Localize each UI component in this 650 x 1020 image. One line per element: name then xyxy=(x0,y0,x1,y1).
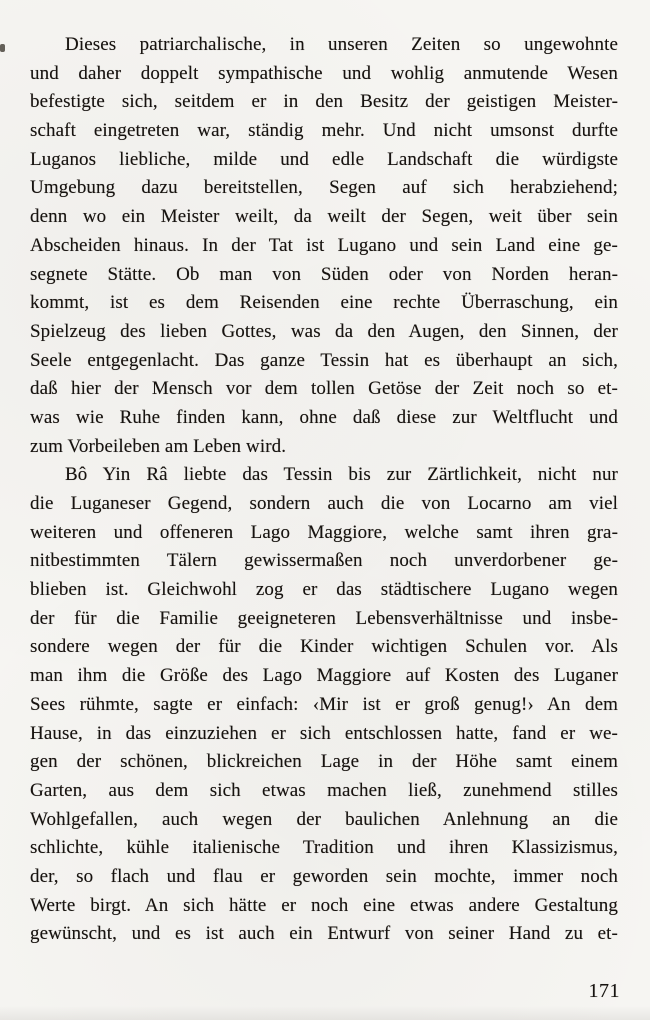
text-line: Luganos liebliche, milde und edle Landschaft die würdigste xyxy=(30,148,618,170)
text-line: kommt, ist es dem Reisenden eine rechte Überraschung, ein xyxy=(30,292,618,314)
text-line: befestigte sich, seitdem er in den Besitz der geistigen Meister- xyxy=(30,91,618,113)
text-line: Spielzeug des lieben Gottes, was da den Augen, den Sinnen, der xyxy=(30,320,618,342)
text-line: weiteren und offeneren Lago Maggiore, welche samt ihren gra- xyxy=(30,521,618,543)
text-line: Garten, aus dem sich etwas machen ließ, zunehmend stilles xyxy=(30,779,618,801)
text-line: Seele entgegenlacht. Das ganze Tessin hat es überhaupt an sich, xyxy=(30,349,618,371)
text-line: denn wo ein Meister weilt, da weilt der Segen, weit über sein xyxy=(30,206,618,228)
text-line: zum Vorbeileben am Leben wird. xyxy=(30,435,287,457)
text-line: der, so flach und flau er geworden sein mochte, immer noch xyxy=(30,865,618,887)
scan-artifact xyxy=(0,44,5,52)
text-line: die Luganeser Gegend, sondern auch die von Locarno am viel xyxy=(30,493,618,514)
text-line: sondere wegen der für die Kinder wichtigen Schulen vor. Als xyxy=(30,636,618,658)
scan-bottom-shade xyxy=(0,1006,650,1020)
text-line: blieben ist. Gleichwohl zog er das städtischere Lugano wegen xyxy=(30,579,618,601)
text-line: nitbestimmten Tälern gewissermaßen noch unverdorbener ge- xyxy=(30,550,618,572)
text-line: was wie Ruhe finden kann, ohne daß diese zur Weltflucht und xyxy=(30,406,618,428)
text-line: schaft eingetreten war, ständig mehr. Und nicht umsonst durfte xyxy=(30,120,618,142)
text-line: Bô Yin Râ liebte das Tessin bis zur Zärtlichkeit, nicht nur xyxy=(65,464,618,486)
text-line: schlichte, kühle italienische Tradition und ihren Klassizismus, xyxy=(30,837,618,859)
text-line: gen der schönen, blickreichen Lage in der Höhe samt einem xyxy=(30,751,618,773)
text-line: Umgebung dazu bereitstellen, Segen auf sich herabziehend; xyxy=(30,177,618,199)
text-line: Dieses patriarchalische, in unseren Zeiten so ungewohnte xyxy=(65,34,618,55)
text-line: der für die Familie geeigneteren Lebensverhältnisse und insbe- xyxy=(30,607,618,629)
text-line: Abscheiden hinaus. In der Tat ist Lugano und sein Land eine ge- xyxy=(30,234,618,256)
text-line: Hause, in das einzuziehen er sich entschlossen hatte, fand er we- xyxy=(30,722,618,744)
text-line: Wohlgefallen, auch wegen der baulichen Anlehnung an die xyxy=(30,808,618,830)
paragraph-1 xyxy=(30,31,618,461)
text-line: segnete Stätte. Ob man von Süden oder von Norden heran- xyxy=(30,263,618,285)
text-line: man ihm die Größe des Lago Maggiore auf Kosten des Luganer xyxy=(30,665,618,687)
text-line: Werte birgt. An sich hätte er noch eine etwas andere Gestaltung xyxy=(30,894,618,916)
text-line: gewünscht, und es ist auch ein Entwurf von seiner Hand zu et- xyxy=(30,923,618,945)
text-line: Sees rühmte, sagte er einfach: ‹Mir ist er groß genug!› An dem xyxy=(30,693,618,715)
text-line: und daher doppelt sympathische und wohlig anmutende Wesen xyxy=(30,62,618,84)
page-number: 171 xyxy=(588,980,620,1002)
paragraph-2 xyxy=(30,461,618,949)
text-line: daß hier der Mensch vor dem tollen Getöse der Zeit noch so et- xyxy=(30,378,618,400)
text-block xyxy=(30,31,618,949)
